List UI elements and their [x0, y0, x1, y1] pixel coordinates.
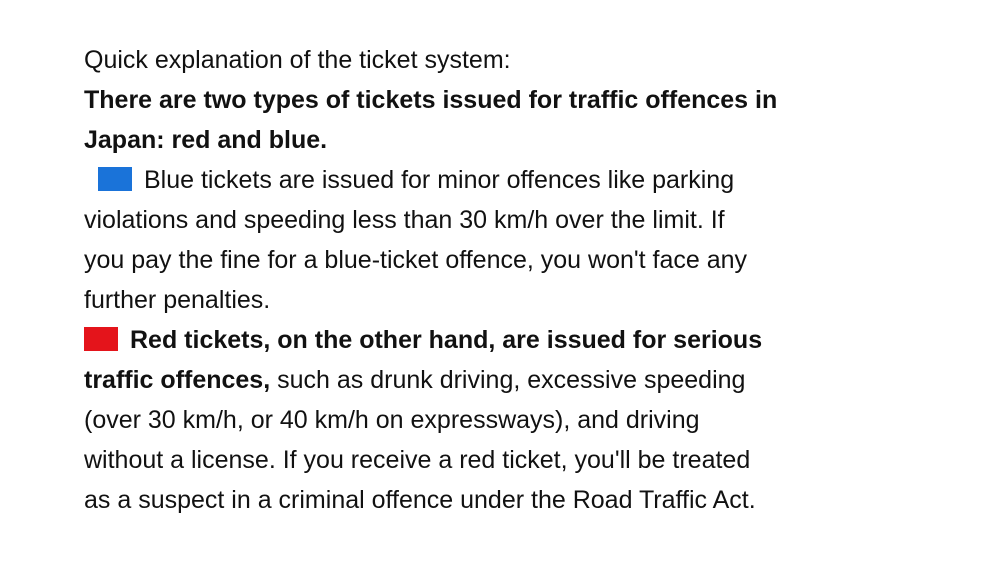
red-ticket-text-1: Red tickets, on the other hand, are issued for serious: [130, 326, 763, 354]
red-ticket-line-2: [84, 360, 964, 400]
red-ticket-line-3: (over 30 km/h, or 40 km/h on expressways), and driving: [84, 406, 700, 434]
blue-ticket-text-1: Blue tickets are issued for minor offences like parking: [144, 166, 735, 194]
blue-ticket-line-2: violations and speeding less than 30 km/h over the limit. If: [84, 206, 725, 234]
blue-square-icon: [98, 167, 132, 191]
red-ticket-line-5: as a suspect in a criminal offence under the Road Traffic Act.: [84, 486, 756, 514]
red-ticket-line-4: without a license. If you receive a red ticket, you'll be treated: [84, 446, 751, 474]
blue-ticket-line-3: you pay the fine for a blue-ticket offence, you won't face any: [84, 246, 748, 274]
ticket-explanation-text: [84, 40, 964, 520]
blue-ticket-line-4: further penalties.: [84, 286, 271, 314]
red-square-icon: [84, 327, 118, 351]
red-ticket-bold-phrase: traffic offences,: [84, 366, 271, 394]
types-heading-line-2: Japan: red and blue.: [84, 126, 328, 154]
red-ticket-line-1: [84, 320, 964, 360]
red-ticket-text-2: such as drunk driving, excessive speeding: [270, 366, 746, 394]
types-heading-line-1: There are two types of tickets issued for traffic offences in: [84, 86, 778, 114]
blue-ticket-line-1: [84, 160, 964, 200]
intro-line: Quick explanation of the ticket system:: [84, 46, 511, 74]
